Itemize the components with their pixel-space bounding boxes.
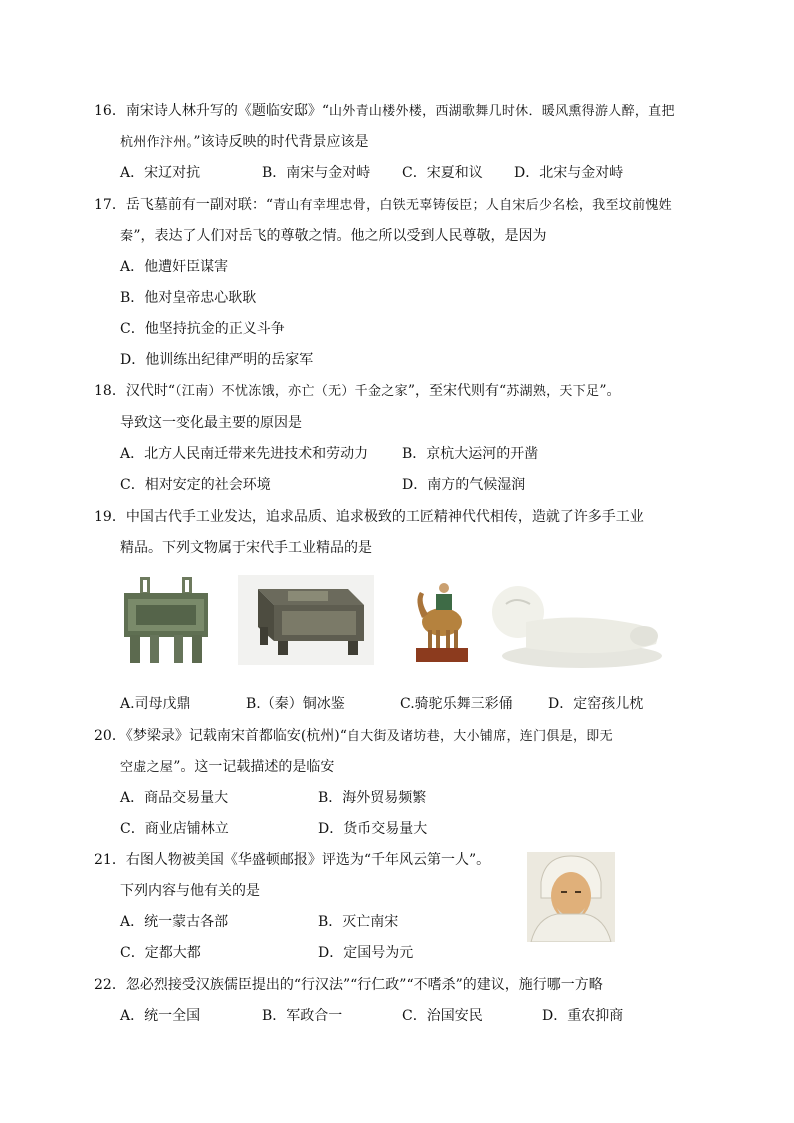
q21-option-a[interactable]: A．统一蒙古各部 xyxy=(120,914,229,930)
q20-option-d[interactable]: D．货币交易量大 xyxy=(318,821,428,837)
q21-option-d[interactable]: D．定国号为元 xyxy=(318,945,414,961)
ding-kiln-child-pillow-image xyxy=(486,582,670,672)
q17-stem-text: 17．岳飞墓前有一副对联：“ xyxy=(94,197,273,213)
q16-poem-quote-end: 杭州作汴州。 xyxy=(120,135,194,150)
q16-option-d[interactable]: D．北宋与金对峙 xyxy=(514,165,624,181)
q17-couplet-quote-end: 秦 xyxy=(120,229,134,244)
q18-option-d[interactable]: D．南方的气候湿润 xyxy=(402,477,526,493)
q18-stem-text: 18．汉代时“ xyxy=(94,383,175,399)
q19-option-d[interactable]: D．定窑孩儿枕 xyxy=(548,696,644,712)
q18-option-b[interactable]: B．京杭大运河的开凿 xyxy=(402,446,539,462)
q18-stem-line1 xyxy=(94,381,621,402)
q21-stem-line1: 21．右图人物被美国《华盛顿邮报》评选为“千年风云第一人”。 xyxy=(94,852,491,868)
q21-option-b[interactable]: B．灭亡南宋 xyxy=(318,914,399,930)
q17-option-d[interactable]: D．他训练出纪律严明的岳家军 xyxy=(120,352,314,368)
q17-stem-line2 xyxy=(120,226,546,247)
camel-tricolor-figurine-image xyxy=(410,578,474,664)
q18-option-a[interactable]: A．北方人民南迁带来先进技术和劳动力 xyxy=(120,446,369,462)
q16-stem-text: 16．南宋诗人林升写的《题临安邸》“ xyxy=(94,103,329,119)
q20-option-c[interactable]: C．商业店铺林立 xyxy=(120,821,229,837)
q21-stem-line2: 下列内容与他有关的是 xyxy=(120,883,260,899)
q18-stem-line2: 导致这一变化最主要的原因是 xyxy=(120,415,302,431)
q19-stem-line2: 精品。下列文物属于宋代手工业精品的是 xyxy=(120,540,372,556)
q19-option-c[interactable]: C.骑驼乐舞三彩俑 xyxy=(400,696,513,712)
q22-stem-line1: 22．忽必烈接受汉族儒臣提出的“行汉法”“行仁政”“不嗜杀”的建议，施行哪一方略 xyxy=(94,977,603,993)
q16-stem-line2 xyxy=(120,132,368,153)
q22-option-b[interactable]: B．军政合一 xyxy=(262,1008,343,1024)
q20-stem-line2 xyxy=(120,757,334,778)
q20-option-b[interactable]: B．海外贸易频繁 xyxy=(318,790,427,806)
q20-option-a[interactable]: A．商品交易量大 xyxy=(120,790,229,806)
q16-stem-line1 xyxy=(94,101,675,122)
q17-option-b[interactable]: B．他对皇帝忠心耿耿 xyxy=(120,290,257,306)
q19-option-a[interactable]: A.司母戊鼎 xyxy=(120,696,191,712)
q19-option-b[interactable]: B.（秦）铜冰鉴 xyxy=(246,696,345,712)
q18-han-quote: （江南）不忧冻饿，亦亡（无）千金之家 xyxy=(174,384,408,399)
simuwu-ding-image xyxy=(118,575,214,665)
q21-option-c[interactable]: C．定都大都 xyxy=(120,945,201,961)
q20-record-quote-end: 空虚之屋 xyxy=(120,760,174,775)
q20-record-quote: 自大街及诸坊巷，大小铺席，连门俱是，即无 xyxy=(346,729,613,744)
q16-option-a[interactable]: A．宋辽对抗 xyxy=(120,165,201,181)
q22-option-d[interactable]: D．重农抑商 xyxy=(542,1008,624,1024)
q18-song-quote: 苏湖熟，天下足 xyxy=(506,384,600,399)
q22-option-a[interactable]: A．统一全国 xyxy=(120,1008,201,1024)
q20-stem-text: 20．《梦梁录》记载南宋首都临安(杭州)“ xyxy=(94,728,347,744)
q20-stem-line1 xyxy=(94,726,613,747)
genghis-khan-portrait-image xyxy=(527,852,615,942)
q16-poem-quote: 山外青山楼外楼，西湖歌舞几时休．暖风熏得游人醉，直把 xyxy=(328,104,675,119)
q17-stem-line1 xyxy=(94,195,672,216)
q18-stem-mid: ”，至宋代则有“ xyxy=(407,383,507,399)
q17-option-c[interactable]: C．他坚持抗金的正义斗争 xyxy=(120,321,285,337)
q20-stem-text-end: ”。这一记载描述的是临安 xyxy=(173,759,335,775)
q16-option-c[interactable]: C．宋夏和议 xyxy=(402,165,483,181)
q17-option-a[interactable]: A．他遭奸臣谋害 xyxy=(120,259,229,275)
bronze-ice-box-image xyxy=(238,575,374,665)
q16-stem-text-end: ”该诗反映的时代背景应该是 xyxy=(193,134,369,150)
q18-stem-end: ”。 xyxy=(599,383,621,399)
q22-option-c[interactable]: C．治国安民 xyxy=(402,1008,483,1024)
q17-couplet-quote: 青山有幸埋忠骨，白铁无辜铸佞臣；人自宋后少名桧，我至坟前愧姓 xyxy=(272,198,672,213)
q18-option-c[interactable]: C．相对安定的社会环境 xyxy=(120,477,271,493)
q16-option-b[interactable]: B．南宋与金对峙 xyxy=(262,165,371,181)
q17-stem-text-end: ”，表达了人们对岳飞的尊敬之情。他之所以受到人民尊敬，是因为 xyxy=(133,228,547,244)
q19-stem-line1: 19．中国古代手工业发达，追求品质、追求极致的工匠精神代代相传，造就了许多手工业 xyxy=(94,509,644,525)
